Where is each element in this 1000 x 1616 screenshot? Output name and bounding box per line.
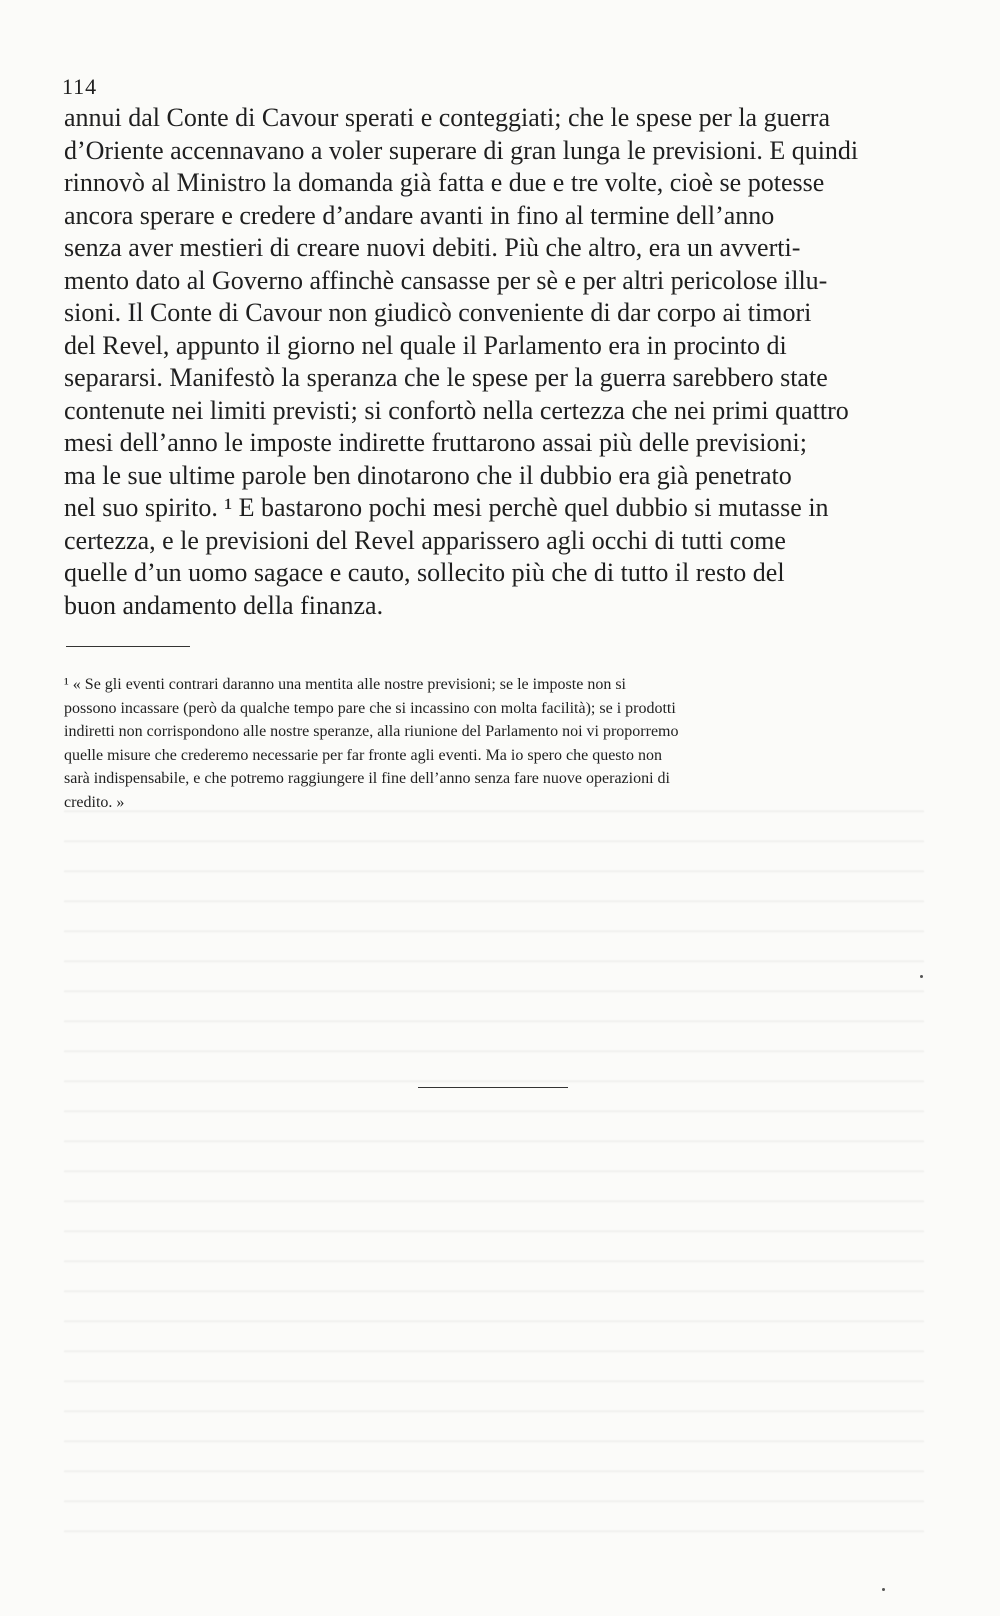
bleed-through-texture [64, 790, 924, 1550]
stray-mark [920, 975, 923, 978]
text-line: ancora sperare e credere d’andare avanti in fino al termine dell’anno [64, 200, 775, 230]
footnote-line: indiretti non corrispondono alle nostre speranze, alla riunione del Parlamento noi vi proporremo [64, 723, 679, 740]
footnote-line: sarà indispensabile, e che potremo raggiungere il fine dell’anno senza fare nuove operazioni di [64, 770, 670, 787]
text-line: quelle d’un uomo sagace e cauto, sollecito più che di tutto il resto del [64, 558, 785, 587]
text-line: mesi dell’anno le imposte indirette fruttarono assai più delle previsioni; [64, 428, 807, 457]
text-line: mento dato al Governo affinchè cansasse per sè e per altri pericolose illu- [64, 265, 828, 295]
text-line: certezza, e le previsioni del Revel apparissero agli occhi di tutti come [64, 525, 786, 555]
text-line: buon andamento della finanza. [64, 590, 384, 620]
text-line: del Revel, appunto il giorno nel quale il Parlamento era in procinto di [64, 330, 787, 360]
text-line: senza aver mestieri di creare nuovi debiti. Più che altro, era un avverti- [64, 233, 801, 262]
page-number: 114 [62, 74, 98, 99]
footnote-line: credito. » [64, 793, 125, 811]
text-line: sioni. Il Conte di Cavour non giudicò conveniente di dar corpo ai timori [64, 298, 812, 327]
text-line: separarsi. Manifestò la speranza che le spese per la guerra sarebbero state [64, 363, 828, 392]
footnote-line: ¹ « Se gli eventi contrari daranno una mentita alle nostre previsioni; se le imposte non si [64, 676, 626, 693]
footnote-line: quelle misure che crederemo necessarie per far fronte agli eventi. Ma io spero che questo non [64, 746, 662, 764]
stray-mark [882, 1588, 885, 1591]
text-line: ma le sue ultime parole ben dinotarono che il dubbio era già penetrato [64, 460, 792, 490]
text-line: rinnovò al Ministro la domanda già fatta e due e tre volte, cioè se potesse [64, 168, 825, 197]
text-line: contenute nei limiti previsti; si confortò nella certezza che nei primi quattro [64, 395, 849, 425]
section-divider [418, 1087, 568, 1088]
main-text-block [64, 102, 922, 622]
text-line: annui dal Conte di Cavour sperati e conteggiati; che le spese per la guerra [64, 103, 830, 132]
footnote-line: possono incassare (però da qualche tempo pare che si incassino con molta facilità); se i prodotti [64, 699, 676, 717]
text-line: nel suo spirito. ¹ E bastarono pochi mesi perchè quel dubbio si mutasse in [64, 493, 829, 522]
footnote-divider [66, 646, 190, 647]
text-line: d’Oriente accennavano a voler superare di gran lunga le previsioni. E quindi [64, 135, 859, 165]
